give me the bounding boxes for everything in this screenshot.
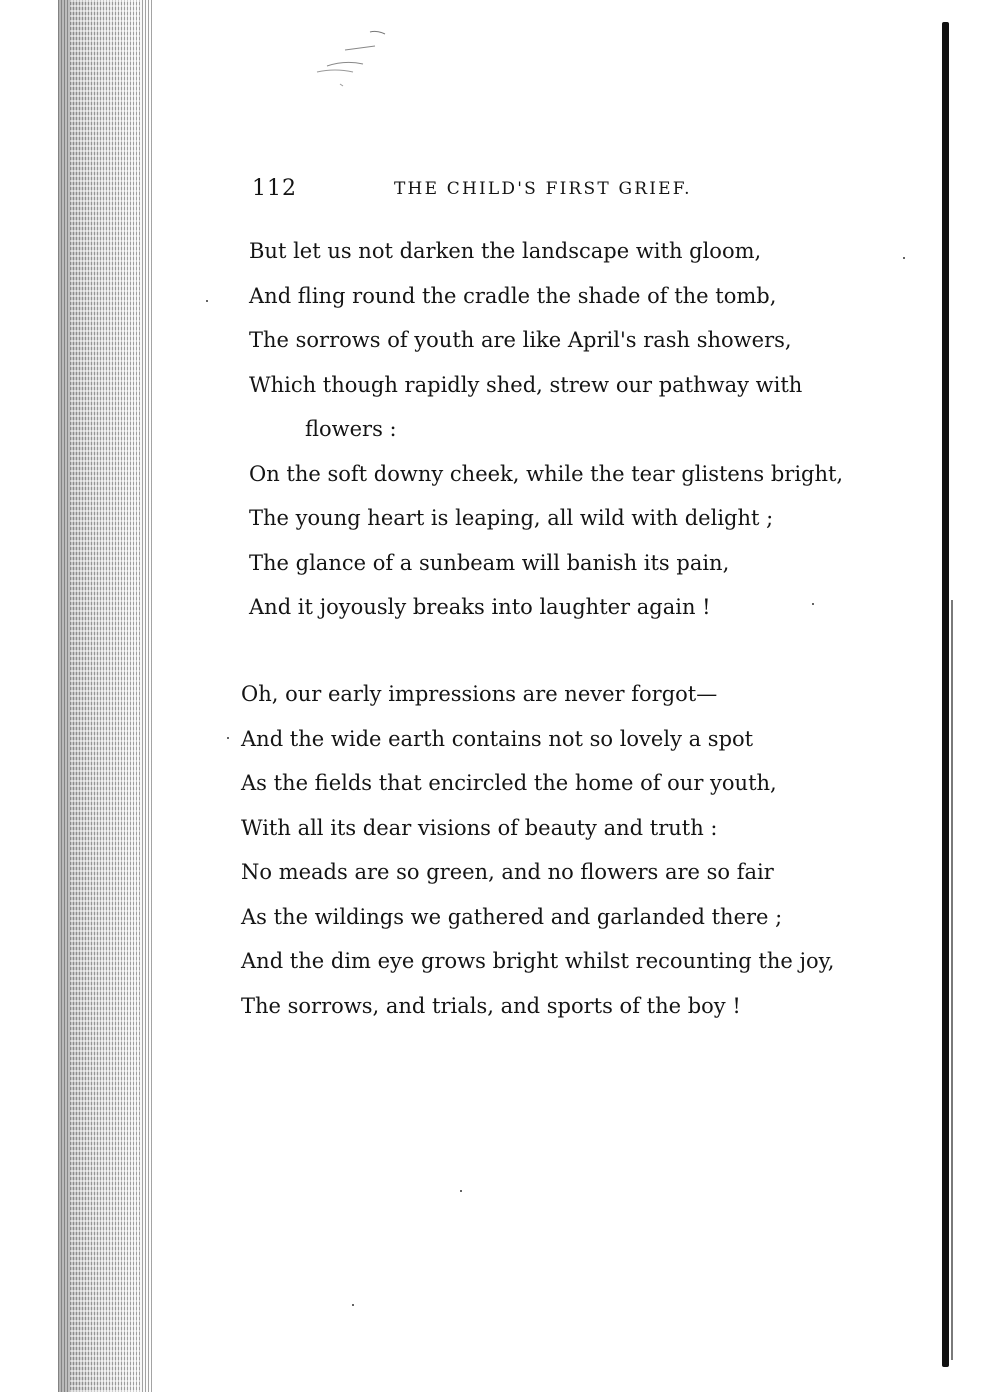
speck <box>460 1190 462 1192</box>
poem-line: And fling round the cradle the shade of the tomb, <box>249 283 777 308</box>
page-edge-bar <box>942 22 949 1367</box>
poem-line: The glance of a sunbeam will banish its pain, <box>249 550 730 575</box>
poem-line: With all its dear visions of beauty and truth : <box>241 815 718 840</box>
page-edge-line <box>951 600 953 1360</box>
poem-line-continuation: flowers : <box>305 417 397 441</box>
poem-line: And the wide earth contains not so lovely a spot <box>241 726 754 751</box>
stanza-2 <box>241 672 834 1028</box>
stanza-1 <box>249 229 843 630</box>
poem-line: The sorrows, and trials, and sports of the boy ! <box>241 993 741 1018</box>
speck <box>352 1304 354 1306</box>
page-header <box>252 176 812 208</box>
poem-line: Oh, our early impressions are never forgot— <box>241 682 718 706</box>
speck <box>227 737 229 739</box>
gutter-speckle <box>70 0 140 1392</box>
poem-line: Which though rapidly shed, strew our pathway with <box>249 372 803 397</box>
speck <box>206 300 208 302</box>
ink-smudge <box>315 28 405 88</box>
poem-line: As the fields that encircled the home of our youth, <box>241 771 777 795</box>
page-number: 112 <box>252 176 297 201</box>
speck <box>903 257 905 259</box>
poem-line: No meads are so green, and no flowers are so fair <box>241 860 774 884</box>
poem-line: The young heart is leaping, all wild with delight ; <box>249 506 774 530</box>
poem-line: And it joyously breaks into laughter again ! <box>249 595 711 619</box>
poem-line: But let us not darken the landscape with gloom, <box>249 239 762 263</box>
poem-line: The sorrows of youth are like April's rash showers, <box>249 328 792 352</box>
speck <box>812 603 814 605</box>
running-title: THE CHILD'S FIRST GRIEF. <box>394 179 692 199</box>
poem-line: As the wildings we gathered and garlanded there ; <box>241 904 783 929</box>
poem-line: On the soft downy cheek, while the tear glistens bright, <box>249 461 844 486</box>
poem-line: And the dim eye grows bright whilst recounting the joy, <box>241 949 835 973</box>
